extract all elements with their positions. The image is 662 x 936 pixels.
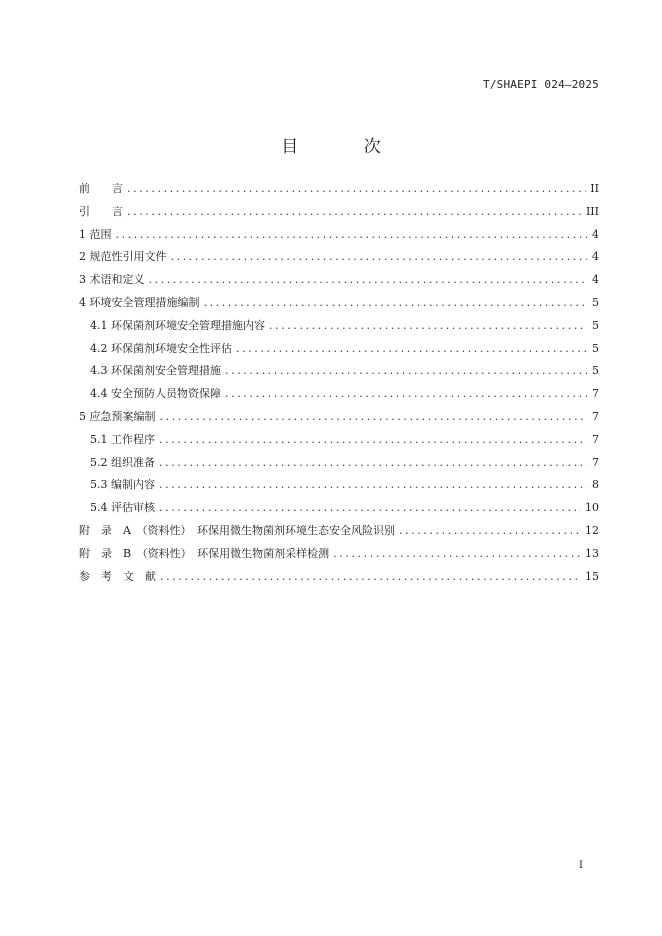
- toc-leader-dots: [333, 547, 581, 560]
- table-of-contents: [79, 180, 599, 590]
- toc-leader-dots: [116, 228, 588, 241]
- toc-leader-dots: [160, 570, 581, 583]
- toc-entry-label: 4 环境安全管理措施编制: [79, 295, 200, 309]
- toc-entry-label: 引 言: [79, 204, 123, 218]
- toc-entry-page: 4: [592, 273, 599, 287]
- toc-entry-page: 4: [592, 227, 599, 241]
- toc-leader-dots: [159, 478, 587, 491]
- toc-entry-label: 4.3 环保菌剂安全管理措施: [90, 364, 221, 378]
- toc-entry-label: 5.2 组织准备: [90, 455, 155, 469]
- toc-entry-page: II: [590, 182, 599, 195]
- document-code: T/SHAEPI 024—2025: [483, 78, 599, 91]
- toc-entry[interactable]: [79, 385, 599, 408]
- toc-entry[interactable]: [79, 317, 599, 340]
- toc-entry-page: 5: [592, 364, 599, 378]
- toc-leader-dots: [399, 524, 581, 537]
- toc-entry-page: 5: [592, 318, 599, 332]
- toc-entry-page: 10: [585, 501, 599, 515]
- toc-entry[interactable]: [79, 362, 599, 385]
- toc-leader-dots: [159, 433, 587, 446]
- toc-entry[interactable]: [79, 568, 599, 591]
- toc-entry-label: 5.3 编制内容: [90, 478, 155, 492]
- toc-entry-page: 13: [585, 546, 599, 560]
- toc-entry[interactable]: [79, 340, 599, 363]
- toc-entry[interactable]: [79, 294, 599, 317]
- toc-leader-dots: [236, 342, 587, 355]
- toc-entry-label: 前 言: [79, 182, 123, 195]
- toc-leader-dots: [160, 410, 588, 423]
- toc-entry-label: 2 规范性引用文件: [79, 250, 167, 264]
- toc-leader-dots: [127, 205, 582, 218]
- toc-entry[interactable]: [79, 248, 599, 271]
- toc-leader-dots: [171, 250, 588, 263]
- toc-entry-label: 附 录 A （资料性） 环保用微生物菌剂环境生态安全风险识别: [79, 523, 395, 537]
- toc-entry[interactable]: [79, 180, 599, 203]
- toc-leader-dots: [204, 296, 588, 309]
- toc-leader-dots: [269, 319, 587, 332]
- toc-entry-label: 4.4 安全预防人员物资保障: [90, 387, 221, 401]
- toc-entry-page: 8: [592, 478, 599, 492]
- toc-leader-dots: [225, 387, 587, 400]
- toc-entry[interactable]: [79, 476, 599, 499]
- toc-entry-page: 7: [592, 409, 599, 423]
- toc-entry-page: 4: [592, 250, 599, 264]
- toc-entry-page: 7: [592, 432, 599, 446]
- toc-entry-page: III: [585, 204, 599, 218]
- toc-entry[interactable]: [79, 454, 599, 477]
- toc-entry-label: 5.1 工作程序: [90, 432, 155, 446]
- toc-entry-label: 参 考 文 献: [79, 569, 156, 583]
- toc-entry-page: 7: [592, 455, 599, 469]
- toc-entry[interactable]: [79, 545, 599, 568]
- toc-leader-dots: [159, 456, 587, 469]
- toc-entry-label: 5 应急预案编制: [79, 409, 156, 423]
- toc-entry-page: 5: [592, 341, 599, 355]
- toc-entry-label: 4.1 环保菌剂环境安全管理措施内容: [90, 318, 265, 332]
- toc-leader-dots: [159, 501, 581, 514]
- toc-entry-page: 15: [585, 569, 599, 583]
- toc-entry[interactable]: [79, 499, 599, 522]
- toc-entry-page: 12: [585, 523, 599, 537]
- toc-entry-label: 附 录 B （资料性） 环保用微生物菌剂采样检测: [79, 546, 330, 560]
- toc-entry-page: 7: [592, 387, 599, 401]
- toc-entry[interactable]: [79, 522, 599, 545]
- toc-entry[interactable]: [79, 431, 599, 454]
- toc-entry-page: 5: [592, 295, 599, 309]
- toc-entry-label: 5.4 评估审核: [90, 501, 155, 515]
- toc-leader-dots: [149, 273, 588, 286]
- page-title: 目 次: [281, 137, 411, 157]
- toc-entry[interactable]: [79, 226, 599, 249]
- toc-entry-label: 1 范围: [79, 227, 112, 241]
- toc-entry-label: 4.2 环保菌剂环境安全性评估: [90, 341, 232, 355]
- toc-entry-label: 3 术语和定义: [79, 273, 145, 287]
- toc-entry[interactable]: [79, 408, 599, 431]
- page-number: I: [579, 860, 583, 871]
- toc-leader-dots: [127, 182, 586, 195]
- toc-leader-dots: [225, 364, 587, 377]
- toc-entry[interactable]: [79, 271, 599, 294]
- toc-entry[interactable]: [79, 203, 599, 226]
